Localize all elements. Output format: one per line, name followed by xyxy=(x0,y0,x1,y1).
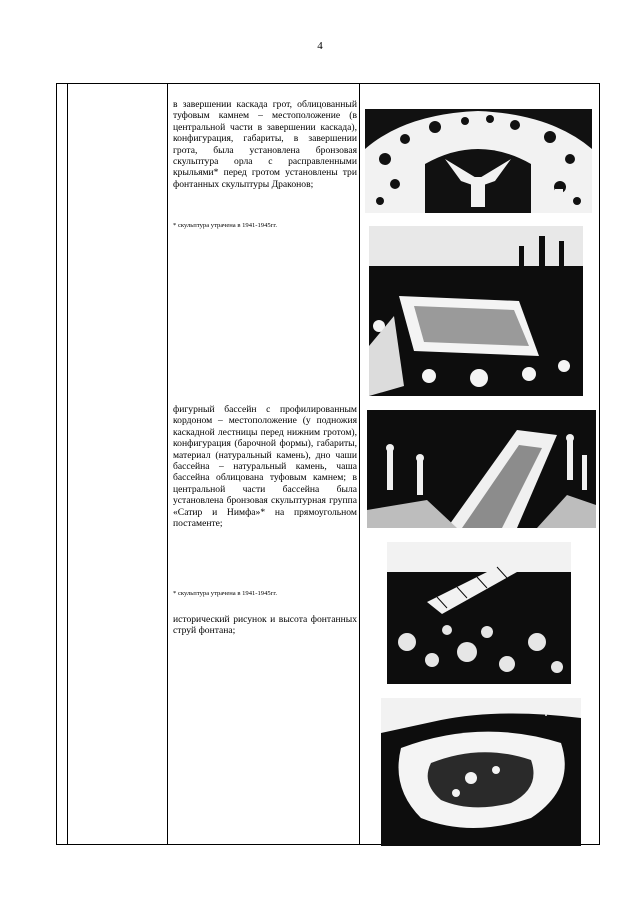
photo-ruined-pool xyxy=(381,698,581,846)
description-fountain-jets: исторический рисунок и высота фонтанных струй фонтана; xyxy=(173,614,357,637)
document-table xyxy=(56,83,600,845)
footnote-grotto: * скульптура утрачена в 1941-1945гг. xyxy=(173,222,277,229)
description-pool: фигурный бассейн с профилированным кордоном – местоположение (у подножия каскадной лестницы перед нижним гротом), конфигурация (барочной формы), габариты, материал (натуральный камень), дно чаши бассейна – натуральный камень, чаша бассейна облицована туфовым камнем; в центральной части бассейна была установлена бронзовая скульптурная группа «Сатир и Нимфа»* на прямоугольном постаменте; xyxy=(173,404,357,530)
description-grotto: в завершении каскада грот, облицованный туфовым камнем – местоположение (в центральной части в завершении каскада), конфигурация, габариты, в завершении грота, была установлена бронзовая скульптура орла с расправленными крыльями* перед гротом установлены три фонтанных скульптуры Драконов; xyxy=(173,99,357,190)
photo-stairs-and-rubble xyxy=(387,542,571,684)
column-divider xyxy=(167,84,168,844)
column-divider xyxy=(67,84,68,844)
footnote-pool: * скульптура утрачена в 1941-1945гг. xyxy=(173,590,277,597)
column-divider xyxy=(359,84,360,844)
photo-cascade-steps xyxy=(369,226,583,396)
photo-cascade-with-statues xyxy=(367,410,596,528)
photo-grotto-eagle-sculpture xyxy=(365,109,592,213)
page-number: 4 xyxy=(317,40,323,52)
